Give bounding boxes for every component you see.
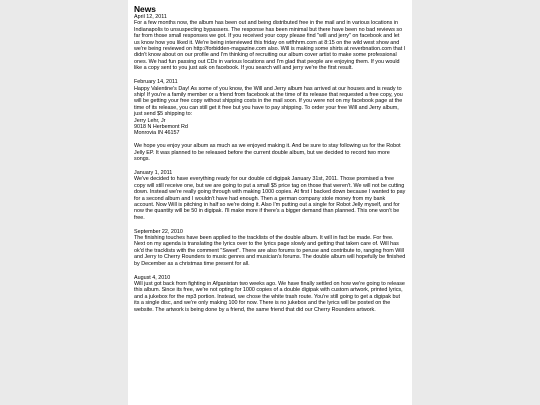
entry-date: April 12, 2011	[134, 14, 167, 20]
entry-date: September 22, 2010	[134, 228, 183, 235]
news-page	[128, 0, 412, 405]
news-entries	[134, 14, 406, 313]
entry-text: We hope you enjoy your album as much as we enjoyed making it. And be sure to stay following us for the Robot Jelly EP. It was planned to be released before the current double album, but we decided to record two more songs.	[134, 143, 401, 163]
news-entry	[134, 14, 406, 72]
entry-text: 9018 N Herbemont Rd	[134, 124, 188, 130]
news-entry	[134, 275, 406, 313]
page-title: News	[134, 4, 156, 14]
entry-text: The finishing touches have been applied to the tracklists of the double album. It will in fact be made. For free. Next on my agenda is translating the lyrics over to the lyrics page slowly and getting that taken care of. Will has ok'd the tracklists with the comment "Sweet". There are also forums to peruse and contribute to, ranging from Will and Jerry to Cherry Rounders to music genres and musician's forums. The double album will hopefully be finished by December as a christmas time present for all.	[134, 235, 406, 267]
entry-date: January 1, 2011	[134, 169, 173, 176]
entry-text: Happy Valentine's Day! As some of you know, the Will and Jerry album has arrived at our houses and is ready to ship! If you're a family member or a friend from facebook at the time of its release that requested a free copy, you will be getting your free copy without shipping costs in the mail soon. If you were not on my facebook page at the time of its release, you can still get it free but you have to pay shipping. To order your free Will and Jerry album, just send $5 shipping to:	[134, 85, 403, 118]
entry-text: Monrovia IN 46157	[134, 130, 180, 137]
news-entry	[134, 170, 406, 221]
entry-text: For a few months now, the album has been out and being distributed free in the mail and in various locations in Indianapolis to unsuspecting bypassers. The response has been minimal but there have been no bad reviews so far from those small responses we got. If you received your copy please find "will and jerry" on facebook and let us know how you liked it. We're being interviewed this friday on wtfhhrm.com at 8:15 on the wild west show and we're being reviewed on http://forbidden-magazine.com also. Will is making some shirts at reverbnation.com that I didn't know about on our profile and I'm thinking of recruiting our album cover artist to make some professional ones. We had fun passing out CDs in various locations and I'm glad that people are enjoying them. If you would like a copy sent to you just ask on facebook. If you search will and jerry we're the first result.	[134, 20, 406, 72]
entry-text: Will just got back from fighting in Afganistan two weeks ago. We have finally settled on how we're going to release this album. Since its free, we're not opting for 1000 copies of a double digipak with custom artwork, printed lyrics, and a jukebox for the mp3 portion. Instead, we chose the white trash route. You're still going to get a digipak but its a single disc, and we're only making 100 for now. There is no jukebox and the lyrics will be posted on the website. The artwork is being done by a friend, the same friend that did our Cherry Rounders artwork.	[134, 281, 405, 313]
entry-text: We've decided to have everything ready for our double cd digipak January 31st, 2011. Those promised a free copy will still receive one, but we are going to put a small $5 price tag on those that weren't. We will not be cutting down. Instead we're really going through with making 1000 copies. At first I backed down because I wanted to pay for a second album and I wouldn't have had enough. Then a german company stole money from my bank account. Now Will is pitching in half so we're doing it. Also I'm putting out a single for Robot Jelly myself, and for now the quantity will be 50 in digipak. I'll make more if there's a bigger demand than planned. This one won't be free.	[134, 176, 406, 221]
entry-date: August 4, 2010	[134, 274, 171, 281]
news-entry	[134, 79, 406, 162]
entry-date: February 14, 2011	[134, 79, 178, 86]
news-entry	[134, 229, 406, 267]
entry-text: Jerry Lehr, Jr	[134, 117, 166, 124]
